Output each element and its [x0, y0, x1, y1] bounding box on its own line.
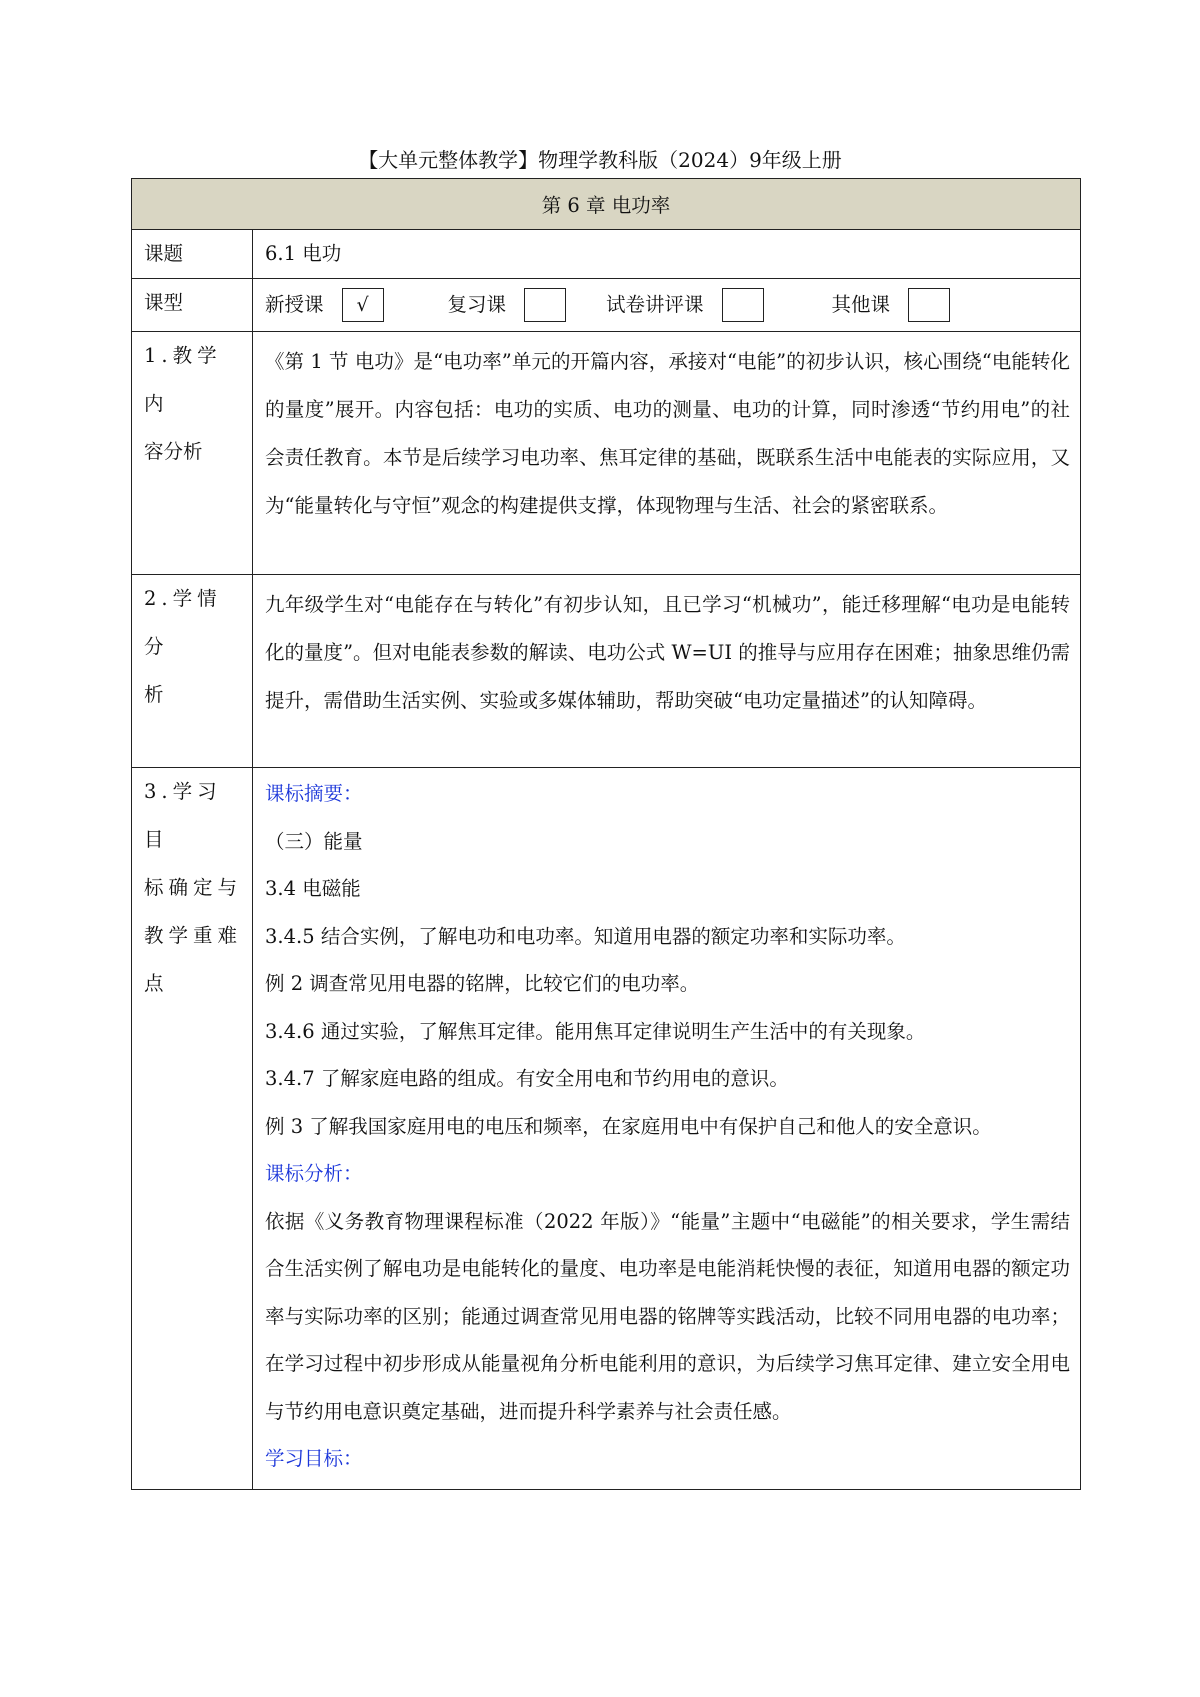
learning-objectives-heading: 学习目标：	[265, 1447, 363, 1470]
standard-item: 例 3 了解我国家庭用电的电压和频率，在家庭用电中有保护自己和他人的安全意识。	[265, 1114, 992, 1138]
goals-label	[132, 768, 253, 1490]
lesson-type-label: 课型	[132, 279, 253, 332]
standard-summary-heading: 课标摘要：	[265, 782, 363, 805]
option-exam-review-checkbox[interactable]	[722, 288, 764, 322]
option-review-lesson-label: 复习课	[447, 293, 507, 316]
lesson-type-options	[253, 279, 1081, 332]
student-analysis-text: 九年级学生对“电能存在与转化”有初步认知，且已学习“机械功”，能迁移理解“电功是电能转化的量度”。但对电能表参数的解读、电功公式 W=UI 的推导与应用存在困难；抽象思维仍需提升，需借助生活实例、实验或多媒体辅助，帮助突破“电功定量描述”的认知障碍。	[253, 575, 1081, 768]
content-analysis-row	[132, 332, 1081, 575]
option-review-lesson-checkbox[interactable]	[524, 288, 566, 322]
lesson-plan-table	[131, 178, 1081, 1490]
lesson-type-row	[132, 279, 1081, 332]
chapter-row	[132, 179, 1081, 230]
standard-item: 例 2 调查常见用电器的铭牌，比较它们的电功率。	[265, 972, 700, 995]
topic-value: 6.1 电功	[253, 230, 1081, 279]
option-new-lesson-checkbox[interactable]: √	[342, 288, 384, 322]
topic-label: 课题	[132, 230, 253, 279]
option-new-lesson-label: 新授课	[265, 293, 324, 316]
content-analysis-text: 《第 1 节 电功》是“电功率”单元的开篇内容，承接对“电能”的初步认识，核心围绕“电能转化的量度”展开。内容包括：电功的实质、电功的测量、电功的计算，同时渗透“节约用电”的社会责任教育。本节是后续学习电功率、焦耳定律的基础，既联系生活中电能表的实际应用，又为“能量转化与守恒”观念的构建提供支撑，体现物理与生活、社会的紧密联系。	[253, 332, 1081, 575]
standard-analysis-heading: 课标分析：	[265, 1162, 363, 1185]
goals-label-line4: 点	[144, 972, 164, 995]
goals-label-line1: 3.学习目	[144, 780, 222, 851]
standard-item: 3.4.6 通过实验，了解焦耳定律。能用焦耳定律说明生产生活中的有关现象。	[265, 1019, 926, 1043]
standard-analysis-text: 依据《义务教育物理课程标准（2022 年版）》“能量”主题中“电磁能”的相关要求，学生需结合生活实例了解电功是电能转化的量度、电功率是电能消耗快慢的表征，知道用电器的额定功率与实际功率的区别；能通过调查常见用电器的铭牌等实践活动，比较不同用电器的电功率；在学习过程中初步形成从能量视角分析电能利用的意识，为后续学习焦耳定律、建立安全用电与节约用电意识奠定基础，进而提升科学素养与社会责任感。	[265, 1209, 1070, 1423]
goals-content	[253, 768, 1081, 1490]
student-analysis-label-line1: 2.学情分	[144, 587, 222, 658]
document-title: 【大单元整体教学】物理学教科版（2024）9年级上册	[358, 148, 842, 172]
student-analysis-row	[132, 575, 1081, 768]
content-analysis-label-line1: 1.教学内	[144, 344, 222, 415]
chapter-title: 第 6 章 电功率	[132, 179, 1081, 230]
topic-row	[132, 230, 1081, 279]
content-analysis-label	[132, 332, 253, 575]
goals-row	[132, 768, 1081, 1490]
student-analysis-label	[132, 575, 253, 768]
standard-item: 3.4.7 了解家庭电路的组成。有安全用电和节约用电的意识。	[265, 1067, 789, 1090]
goals-label-line3: 教学重难	[144, 924, 243, 947]
goals-label-line2: 标确定与	[144, 876, 243, 899]
option-exam-review-label: 试卷讲评课	[606, 293, 704, 316]
content-analysis-label-line2: 容分析	[144, 440, 203, 463]
standard-item: （三）能量	[265, 829, 363, 853]
option-other-checkbox[interactable]	[908, 288, 950, 322]
standard-item: 3.4 电磁能	[265, 877, 361, 900]
standard-item: 3.4.5 结合实例，了解电功和电功率。知道用电器的额定功率和实际功率。	[265, 924, 906, 948]
option-other-label: 其他课	[831, 293, 891, 316]
student-analysis-label-line2: 析	[144, 683, 164, 706]
